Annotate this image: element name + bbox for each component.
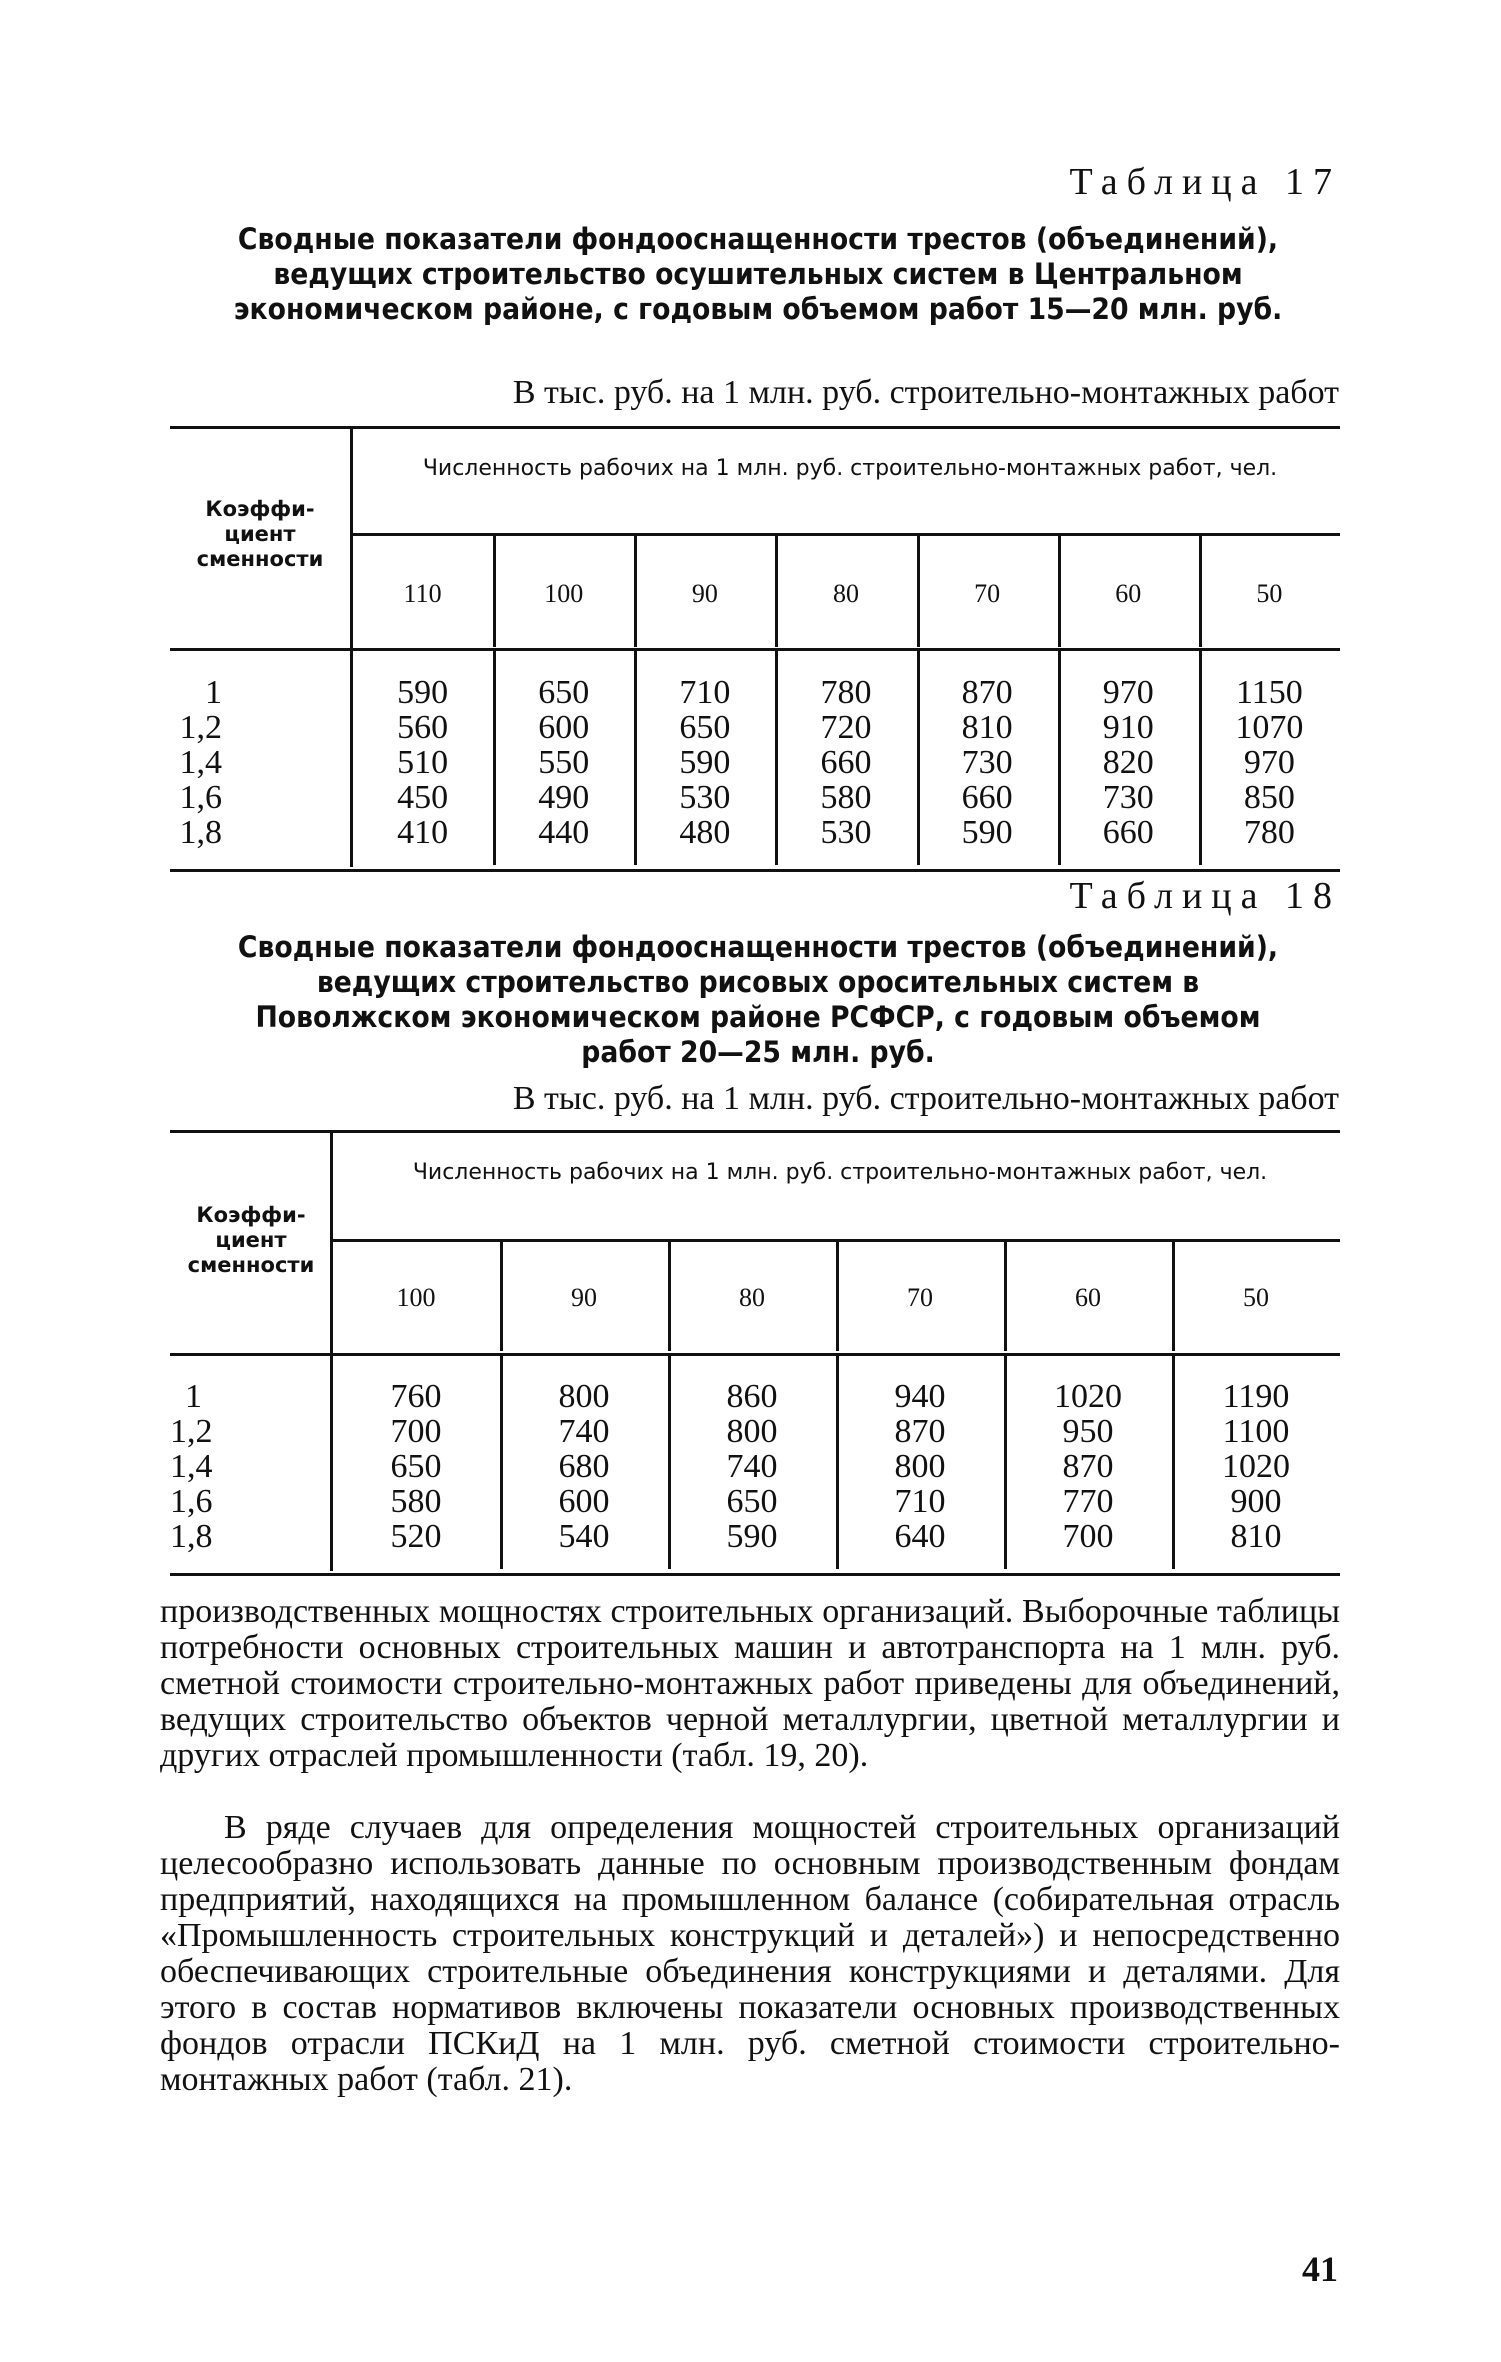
- table18-cell: 580: [390, 1483, 442, 1520]
- table18-cell: 700: [390, 1413, 442, 1450]
- table18-cell: 770: [1062, 1483, 1114, 1520]
- table17-data-column: [493, 675, 634, 850]
- table18-column-header: 50: [1243, 1283, 1269, 1312]
- table18-cell: 650: [390, 1448, 442, 1485]
- paragraph-2: [160, 1810, 1340, 2098]
- table18-cell: 700: [1062, 1518, 1114, 1555]
- table18-coefficient: 1: [185, 1378, 202, 1415]
- table18-cell: 600: [558, 1483, 610, 1520]
- table18-coefficient: 1,6: [170, 1483, 213, 1520]
- table18-cell: 1020: [1222, 1448, 1290, 1485]
- table17-cell: 560: [397, 709, 449, 746]
- table18-cell: 640: [894, 1518, 946, 1555]
- table18-group-header: Численность рабочих на 1 млн. руб. строительно-монтажных работ, чел.: [412, 1160, 1268, 1185]
- table17-cell: 820: [1102, 744, 1154, 781]
- table17-cell: 730: [1102, 779, 1154, 816]
- table17-cell: 580: [820, 779, 872, 816]
- table17-cell: 650: [538, 674, 590, 711]
- table17-coefficient: 1,6: [179, 779, 222, 816]
- table18-data-column: [668, 1379, 836, 1554]
- table17-cell: 1150: [1236, 674, 1303, 711]
- table18-cell: 870: [1062, 1448, 1114, 1485]
- table17-data-column: [352, 675, 493, 850]
- table17-coefficient: 1,4: [179, 744, 222, 781]
- table17-row-header: Коэффи-циент сменности: [196, 497, 324, 571]
- table17-column-header: 60: [1115, 579, 1142, 608]
- table18-cell: 870: [894, 1413, 946, 1450]
- table18-data-column: [500, 1379, 668, 1554]
- table18-cell: 800: [558, 1378, 610, 1415]
- table17-coefficient: 1: [205, 674, 222, 711]
- table18-coefficient: 1,4: [170, 1448, 213, 1485]
- table18-cell: 1100: [1222, 1413, 1290, 1450]
- table17-cell: 590: [397, 674, 449, 711]
- table17-cell: 450: [397, 779, 449, 816]
- table17-units: В тыс. руб. на 1 млн. руб. строительно-монтажных работ: [512, 374, 1339, 411]
- table18-data-column: [1004, 1379, 1172, 1554]
- table18-cell: 950: [1062, 1413, 1114, 1450]
- table17-cell: 490: [538, 779, 590, 816]
- table18-column-header: 90: [571, 1283, 597, 1312]
- table17-cell: 710: [679, 674, 731, 711]
- table17-cell: 410: [397, 814, 449, 851]
- table17-column-header: 80: [832, 579, 859, 608]
- paragraph-1-text: производственных мощностях строительных организаций. Выборочные таблицы потребности основных строительных машин и автотранспорта на 1 млн. руб. сметной стоимости строительно-монтажных работ приведены для объединений, ведущих строительство объектов черной металлургии, цветной металлургии и других отраслей промышленности (табл. 19, 20).: [160, 1593, 1340, 1774]
- table18-cell: 740: [726, 1448, 778, 1485]
- table18-coefficients: [170, 1378, 213, 1555]
- table17-cell: 590: [961, 814, 1013, 851]
- table18-cell: 710: [894, 1483, 946, 1520]
- table17-cell: 530: [679, 779, 731, 816]
- table17-data-column: [1199, 675, 1340, 850]
- table17-cell: 650: [679, 709, 731, 746]
- table18-data-column: [1172, 1379, 1340, 1554]
- table18-data-column: [332, 1379, 500, 1554]
- table18-column-header: 80: [739, 1283, 765, 1312]
- table17-coefficient: 1,2: [179, 709, 222, 746]
- table17: [170, 426, 1340, 872]
- table17-cell: 780: [820, 674, 872, 711]
- table18-units: В тыс. руб. на 1 млн. руб. строительно-монтажных работ: [512, 1080, 1339, 1117]
- table17-cell: 970: [1102, 674, 1154, 711]
- table17-data-column: [1058, 675, 1199, 850]
- table18-column-header: 100: [396, 1283, 436, 1312]
- table18-cell: 540: [558, 1518, 610, 1555]
- table17-coefficients: [170, 675, 222, 850]
- table18-cell: 520: [390, 1518, 442, 1555]
- paragraph-2-text: В ряде случаев для определения мощностей строительных организаций целесообразно использовать данные по основным производственным фондам предприятий, находящихся на промышленном балансе (собирательная отрасль «Промышленность строительных конструкций и деталей») и непосредственно обеспечивающих строительные объединения конструкциями и деталями. Для этого в состав нормативов включены показатели основных производственных фондов отрасли ПСКиД на 1 млн. руб. сметной стоимости строительно-монтажных работ (табл. 21).: [160, 1809, 1340, 2098]
- page-number: 41: [1302, 2249, 1338, 2289]
- table17-cell: 440: [538, 814, 590, 851]
- table17-column-header: 70: [974, 579, 1001, 608]
- table17-cell: 550: [538, 744, 590, 781]
- table17-cell: 660: [820, 744, 872, 781]
- table17-cell: 780: [1243, 814, 1295, 851]
- table18-cell: 800: [726, 1413, 778, 1450]
- table18-cell: 940: [894, 1378, 946, 1415]
- table17-number: Таблица 17: [1069, 161, 1341, 203]
- table17-cell: 870: [961, 674, 1013, 711]
- table18-column-header: 60: [1075, 1283, 1101, 1312]
- table18-coefficient: 1,8: [170, 1518, 213, 1555]
- table18-data-column: [836, 1379, 1004, 1554]
- table17-coefficient: 1,8: [179, 814, 222, 851]
- table18-coefficient: 1,2: [170, 1413, 213, 1450]
- table17-data-column: [775, 675, 916, 850]
- table17-cell: 910: [1102, 709, 1154, 746]
- table17-group-header: Численность рабочих на 1 млн. руб. строительно-монтажных работ, чел.: [422, 456, 1278, 481]
- table17-cell: 970: [1243, 744, 1295, 781]
- table18-cell: 740: [558, 1413, 610, 1450]
- table17-cell: 810: [961, 709, 1013, 746]
- table17-cell: 600: [538, 709, 590, 746]
- table18-cell: 590: [726, 1518, 778, 1555]
- table18: [170, 1130, 1340, 1576]
- table17-cell: 850: [1243, 779, 1295, 816]
- table17-cell: 1070: [1235, 709, 1304, 746]
- table18-cell: 1020: [1054, 1378, 1122, 1415]
- table17-cell: 660: [1102, 814, 1154, 851]
- table17-title: Сводные показатели фондооснащенности трестов (объединений), ведущих строительство осушительных систем в Центральном экономическом районе, с годовым объемом работ 15—20 млн. руб.: [233, 222, 1283, 326]
- table18-column-header: 70: [907, 1283, 933, 1312]
- table17-cell: 730: [961, 744, 1013, 781]
- table17-data-column: [917, 675, 1058, 850]
- table18-cell: 800: [894, 1448, 946, 1485]
- table17-data-column: [634, 675, 775, 850]
- table17-column-header: 50: [1256, 579, 1283, 608]
- table18-title: Сводные показатели фондооснащенности трестов (объединений), ведущих строительство рисовых оросительных систем в Поволжском экономическом районе РСФСР, с годовым объемом работ 20—25 млн. руб.: [237, 930, 1279, 1069]
- table18-row-header: Коэффи-циент сменности: [187, 1203, 315, 1277]
- table18-cell: 650: [726, 1483, 778, 1520]
- table17-cell: 530: [820, 814, 872, 851]
- table17-cell: 590: [679, 744, 731, 781]
- table17-cell: 660: [961, 779, 1013, 816]
- table18-cell: 810: [1230, 1518, 1282, 1555]
- table17-column-header: 110: [403, 579, 442, 608]
- table17-cell: 480: [679, 814, 731, 851]
- table18-number: Таблица 18: [1069, 875, 1341, 917]
- paragraph-1: [160, 1594, 1340, 1774]
- table18-cell: 760: [390, 1378, 442, 1415]
- table17-cell: 510: [397, 744, 449, 781]
- table18-cell: 900: [1230, 1483, 1282, 1520]
- table17-cell: 720: [820, 709, 872, 746]
- table17-column-header: 100: [544, 579, 584, 608]
- table18-cell: 860: [726, 1378, 778, 1415]
- table18-cell: 1190: [1222, 1378, 1290, 1415]
- table18-cell: 680: [558, 1448, 610, 1485]
- table17-column-header: 90: [691, 579, 718, 608]
